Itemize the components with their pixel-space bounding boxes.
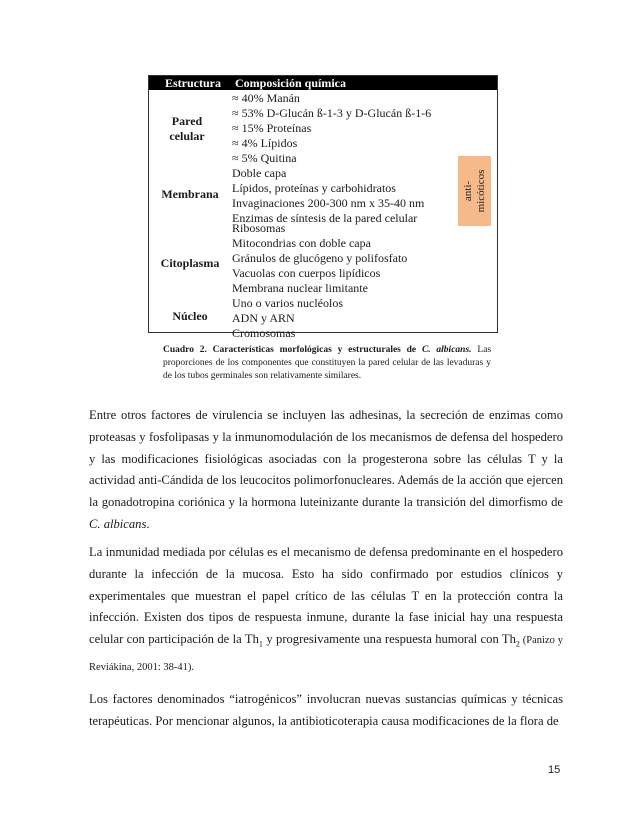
antifungal-badge bbox=[458, 156, 491, 226]
list-item: Vacuolas con cuerpos lipídicos bbox=[232, 266, 381, 280]
citation: (Panizo y Reviákina, 2001: 38-41). bbox=[89, 635, 563, 673]
list-item: Enzimas de síntesis de la pared celular bbox=[232, 211, 418, 225]
antifungal-badge-label bbox=[458, 156, 491, 226]
caption-title: Cuadro 2. Características morfológicas y estructurales de bbox=[163, 345, 417, 355]
list-item: ≈ 4% Lípidos bbox=[232, 136, 298, 150]
row-label-cytoplasm bbox=[149, 256, 231, 271]
list-item: Lípidos, proteínas y carbohidratos bbox=[232, 181, 396, 195]
row-label-cell-wall bbox=[157, 114, 217, 144]
list-item: Doble capa bbox=[232, 166, 287, 180]
row-label-nucleus bbox=[149, 309, 231, 324]
row-label-line: celular bbox=[169, 129, 205, 143]
paragraph-iatrogenic bbox=[89, 689, 563, 733]
list-item: Mitocondrias con doble capa bbox=[232, 236, 371, 250]
paragraph-text: y progresivamente una respuesta humoral con Th bbox=[262, 632, 516, 647]
table-header bbox=[149, 76, 497, 90]
header-composition: Composición química bbox=[235, 76, 347, 90]
subscript: 2 bbox=[515, 639, 520, 649]
subscript: 1 bbox=[258, 639, 263, 649]
caption-text: Las proporciones de los componentes que constituyen la pared celular de las levaduras y de los tubos germinales son relativamente similares. bbox=[163, 345, 492, 381]
row-items-nucleus bbox=[232, 281, 368, 341]
row-items-cytoplasm bbox=[232, 221, 407, 281]
list-item: ≈ 53% D-Glucán ß-1-3 y D-Glucán ß-1-6 bbox=[232, 106, 432, 120]
list-item: Ribosomas bbox=[232, 221, 286, 235]
badge-line: micóticos bbox=[474, 169, 487, 213]
list-item: Membrana nuclear limitante bbox=[232, 281, 368, 295]
row-label-line: Citoplasma bbox=[160, 256, 220, 270]
list-item: ≈ 5% Quitina bbox=[232, 151, 297, 165]
list-item: Cromosomas bbox=[232, 326, 296, 340]
row-label-line: Pared bbox=[171, 114, 203, 128]
list-item: ≈ 15% Proteínas bbox=[232, 121, 312, 135]
caption-species: C. albicans. bbox=[421, 345, 472, 355]
paragraph-text: Los factores denominados “iatrogénicos” involucran nuevas sustancias químicas y técnicas terapéuticas. Por mencionar algunos, la antibioticoterapia causa modificaciones de la flora de bbox=[89, 692, 563, 728]
row-items-membrane bbox=[232, 166, 424, 226]
page-number: 15 bbox=[548, 764, 561, 776]
row-label-line: Núcleo bbox=[172, 309, 208, 323]
table-caption bbox=[163, 344, 491, 383]
header-structure: Estructura bbox=[165, 76, 221, 90]
list-item: Invaginaciones 200-300 nm x 35-40 nm bbox=[232, 196, 425, 210]
list-item: ≈ 40% Manán bbox=[232, 91, 300, 105]
row-items-cell-wall bbox=[232, 91, 431, 166]
list-item: ADN y ARN bbox=[232, 311, 295, 325]
species-name: C. albicans bbox=[89, 516, 147, 531]
row-label-membrane bbox=[149, 187, 231, 202]
list-item: Gránulos de glucógeno y polifosfato bbox=[232, 251, 408, 265]
paragraph-text: La inmunidad mediada por células es el mecanismo de defensa predominante en el hospedero durante la infección de la mucosa. Esto ha sido confirmado por estudios clínicos y experimentales que muestran el papel crítico de las células T en la protección contra la infección. Existen dos tipos de respuesta inmune, durante la fase inicial hay una respuesta celular con participación de la Th bbox=[89, 545, 563, 647]
paragraph-text: Entre otros factores de virulencia se incluyen las adhesinas, la secreción de enzimas como proteasas y fosfolipasas y la inmunomodulación de los mecanismos de defensa del hospedero y las modificaciones fisiológicas asociadas con la progesterona sobre las células T y la actividad anti-Cándida de los leucocitos polimorfonucleares. Además de la acción que ejercen la gonadotropina coriónica y la hormona luteinizante durante la transición del dimorfismo de bbox=[89, 408, 563, 510]
row-label-line: Membrana bbox=[161, 187, 219, 201]
paragraph-immunity bbox=[89, 542, 563, 678]
composition-table bbox=[148, 75, 498, 340]
paragraph-virulence bbox=[89, 405, 563, 536]
badge-line: anti- bbox=[461, 180, 474, 202]
paragraph-text: . bbox=[146, 516, 150, 531]
list-item: Uno o varios nucléolos bbox=[232, 296, 343, 310]
